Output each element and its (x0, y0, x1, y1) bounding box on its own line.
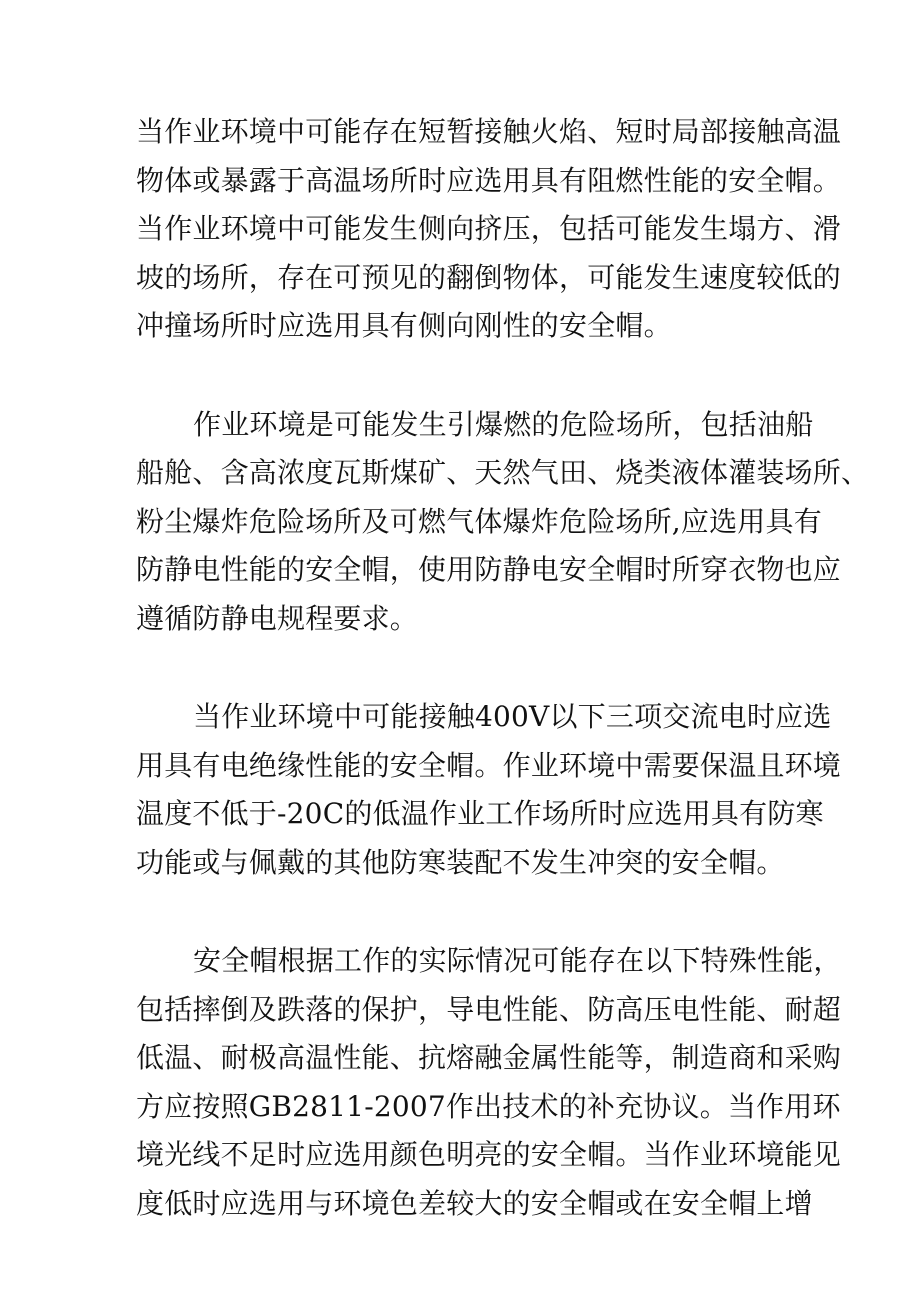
text-line: 粉尘爆炸危险场所及可燃气体爆炸危险场所,应选用具有 (136, 504, 822, 538)
paragraph-special-performance (136, 937, 842, 1228)
text-line: 用具有电绝缘性能的安全帽。作业环境中需要保温且环境 (136, 748, 842, 782)
text-line: 遵循防静电规程要求。 (136, 601, 419, 635)
text-line: 防静电性能的安全帽，使用防静电安全帽时所穿衣物也应 (136, 553, 842, 586)
text-line: 物体或暴露于高温场所时应选用具有阻燃性能的安全帽。 (136, 163, 842, 197)
text-line: 冲撞场所时应选用具有侧向刚性的安全帽。 (136, 309, 672, 342)
text-line: 船舱、含高浓度瓦斯煤矿、天然气田、烧类液体灌装场所、 (136, 456, 870, 489)
text-line: 当作业环境中可能接触400V以下三项交流电时应选 (193, 700, 832, 733)
paragraph-antistatic (136, 401, 870, 644)
paragraph-gap (136, 643, 786, 693)
text-line: 低温、耐极高温性能、抗熔融金属性能等，制造商和采购 (136, 1041, 842, 1074)
text-line: 当作业环境中可能发生侧向挤压，包括可能发生塌方、滑 (136, 212, 842, 245)
text-line: 境光线不足时应选用颜色明亮的安全帽。当作业环境能见 (136, 1138, 842, 1171)
text-line: 坡的场所，存在可预见的翻倒物体，可能发生速度较低的 (136, 260, 842, 294)
document-body (136, 108, 870, 1228)
paragraph-flame-and-lateral-rigidity (136, 108, 842, 351)
paragraph-electrical-and-cold (136, 693, 842, 887)
paragraph-gap (136, 351, 786, 401)
text-line: 安全帽根据工作的实际情况可能存在以下特殊性能， (193, 944, 842, 977)
text-line: 温度不低于-20C的低温作业工作场所时应选用具有防寒 (136, 797, 824, 830)
paragraph-gap (136, 887, 786, 937)
text-line: 作业环境是可能发生引爆燃的危险场所，包括油船 (193, 407, 814, 441)
text-line: 功能或与佩戴的其他防寒装配不发生冲突的安全帽。 (136, 845, 785, 879)
text-line: 包括摔倒及跌落的保护，导电性能、防高压电性能、耐超 (136, 992, 842, 1026)
text-line: 当作业环境中可能存在短暂接触火焰、短时局部接触高温 (136, 115, 842, 148)
text-line: 方应按照GB2811-2007作出技术的补充协议。当作用环 (136, 1089, 841, 1123)
text-line: 度低时应选用与环境色差较大的安全帽或在安全帽上增 (136, 1186, 813, 1220)
